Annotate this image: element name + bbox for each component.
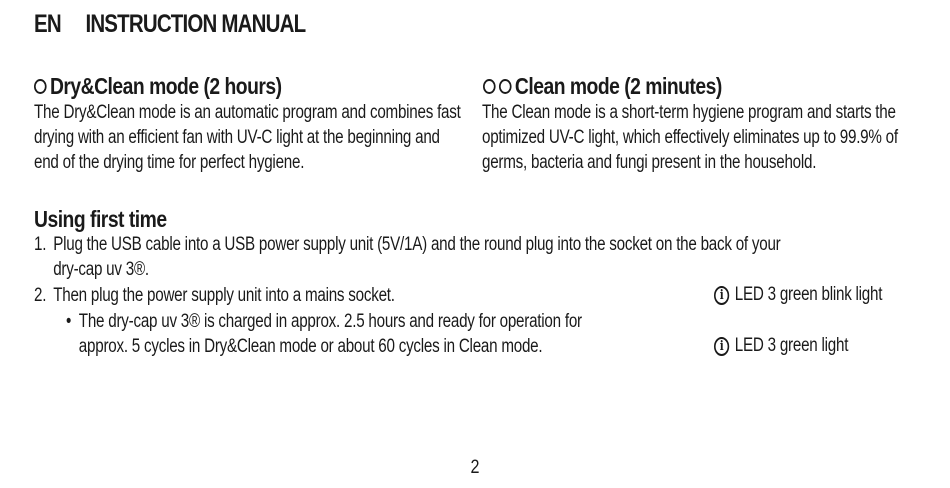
dryclean-heading-text: Dry&Clean mode (2 hours) xyxy=(49,73,282,99)
info-icon: i xyxy=(714,286,729,305)
first-time-heading xyxy=(34,206,167,233)
led-note-text: LED 3 green light xyxy=(734,335,849,356)
led-note-steady xyxy=(714,335,848,357)
clean-heading-text: Clean mode (2 minutes) xyxy=(514,73,722,99)
info-icon: i xyxy=(714,337,729,356)
step-text: Plug the USB cable into a USB power supply unit (5V/1A) and the round plug into the socket on the back of your xyxy=(53,234,781,255)
charge-note-text: The dry-cap uv 3® is charged in approx. 2.5 hours and ready for operation for xyxy=(78,311,582,332)
clean-line: germs, bacteria and fungi present in the household. xyxy=(482,152,817,173)
clean-heading xyxy=(483,73,722,100)
step-number: 2. xyxy=(34,285,47,306)
dryclean-line: drying with an efficient fan with UV-C light at the beginning and xyxy=(34,127,440,148)
led-note-text: LED 3 green blink light xyxy=(734,284,883,305)
first-circle-mode-icon xyxy=(483,79,496,94)
charge-note xyxy=(66,309,582,359)
step-2 xyxy=(34,283,395,308)
language-code: EN xyxy=(34,10,61,38)
second-circle-mode-icon xyxy=(499,79,512,94)
bullet: • xyxy=(66,311,72,332)
dryclean-heading xyxy=(34,73,282,100)
clean-description xyxy=(482,100,898,175)
dryclean-line: end of the drying time for perfect hygiene. xyxy=(34,152,305,173)
one-circle-mode-icon xyxy=(34,79,47,94)
step-1 xyxy=(34,232,781,282)
step-text: Then plug the power supply unit into a mains socket. xyxy=(53,285,395,306)
page-header xyxy=(34,10,305,39)
step-number: 1. xyxy=(34,234,47,255)
dryclean-description xyxy=(34,100,461,175)
first-time-heading-text: Using first time xyxy=(34,206,167,232)
charge-note-text-continued: approx. 5 cycles in Dry&Clean mode or about 60 cycles in Clean mode. xyxy=(78,336,543,357)
dryclean-line: The Dry&Clean mode is an automatic program and combines fast xyxy=(34,102,461,123)
page-title: INSTRUCTION MANUAL xyxy=(85,10,306,38)
step-text-continued: dry-cap uv 3®. xyxy=(53,259,149,280)
page-number: 2 xyxy=(470,457,480,478)
clean-line: optimized UV-C light, which effectively eliminates up to 99.9% of xyxy=(482,127,898,148)
clean-line: The Clean mode is a short-term hygiene program and starts the xyxy=(482,102,896,123)
led-note-blink xyxy=(714,284,882,306)
